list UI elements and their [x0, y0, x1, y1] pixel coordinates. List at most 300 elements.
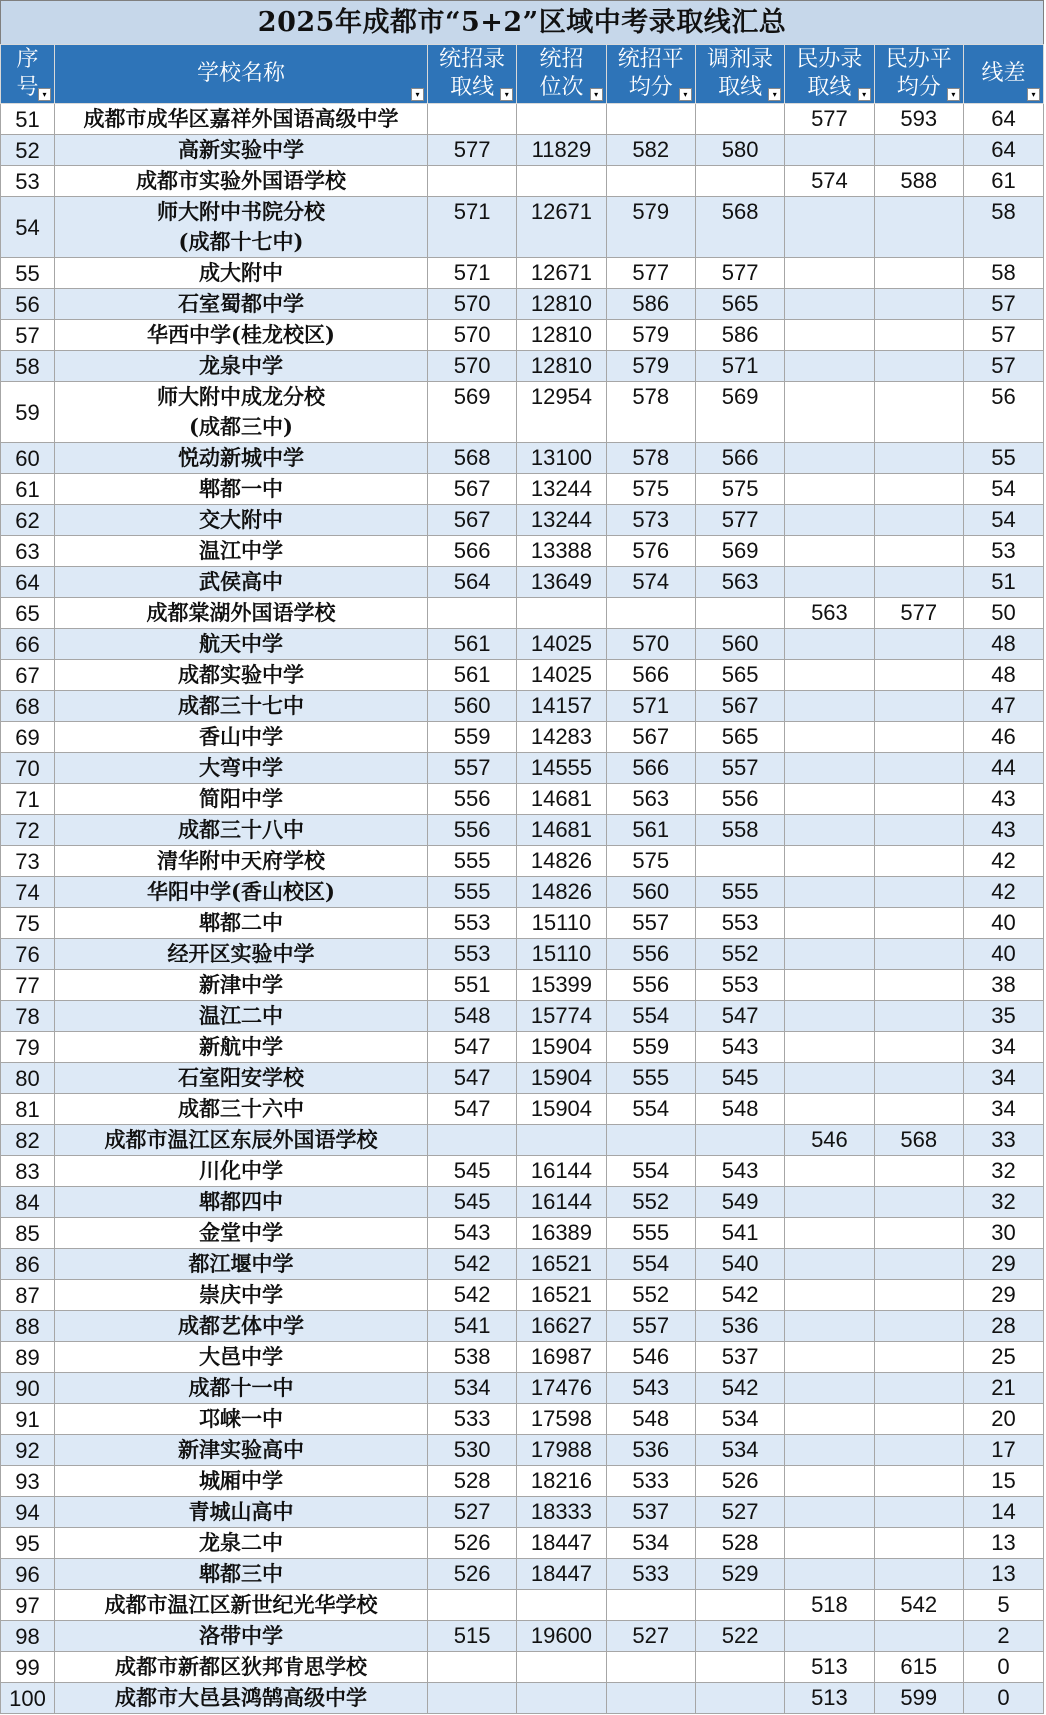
cell-private-avg	[874, 1280, 963, 1311]
cell-school-name	[55, 691, 428, 722]
header-diff	[963, 45, 1043, 104]
cell-private-line	[785, 320, 874, 351]
cell-unified-line: 559	[427, 722, 516, 753]
cell-private-line	[785, 908, 874, 939]
cell-seq: 97	[1, 1590, 55, 1621]
cell-private-line	[785, 197, 874, 258]
cell-diff: 29	[963, 1249, 1043, 1280]
school-name-line: 经开区实验中学	[167, 941, 315, 966]
cell-unified-line: 538	[427, 1342, 516, 1373]
table-row	[1, 815, 1044, 846]
cell-unified-rank: 16144	[517, 1187, 606, 1218]
cell-seq: 77	[1, 970, 55, 1001]
cell-private-avg	[874, 135, 963, 166]
header-private-avg	[874, 45, 963, 104]
cell-unified-line	[427, 598, 516, 629]
header-label-line: 均分	[896, 75, 941, 100]
cell-private-avg	[874, 1032, 963, 1063]
cell-unified-line: 557	[427, 753, 516, 784]
cell-unified-avg: 557	[606, 908, 695, 939]
cell-unified-avg: 546	[606, 1342, 695, 1373]
school-name-line: 成都十一中	[188, 1375, 294, 1400]
cell-diff: 48	[963, 660, 1043, 691]
table-row	[1, 166, 1044, 197]
filter-dropdown-icon[interactable]: ▾	[1027, 88, 1040, 101]
cell-unified-line: 526	[427, 1559, 516, 1590]
cell-private-avg	[874, 753, 963, 784]
cell-private-line	[785, 135, 874, 166]
cell-unified-line: 571	[427, 197, 516, 258]
cell-diff: 40	[963, 908, 1043, 939]
cell-seq: 54	[1, 197, 55, 258]
cell-private-avg: 577	[874, 598, 963, 629]
cell-private-avg	[874, 1466, 963, 1497]
header-seq	[1, 45, 55, 104]
cell-private-line	[785, 289, 874, 320]
cell-adjust-line: 580	[695, 135, 784, 166]
cell-diff: 5	[963, 1590, 1043, 1621]
table-row	[1, 1683, 1044, 1714]
cell-adjust-line: 542	[695, 1280, 784, 1311]
cell-private-avg	[874, 1001, 963, 1032]
school-name-line: 郫都四中	[198, 1189, 283, 1214]
cell-unified-rank	[517, 1590, 606, 1621]
school-name-line: 成都三十七中	[177, 693, 304, 718]
cell-diff: 15	[963, 1466, 1043, 1497]
cell-unified-avg: 575	[606, 846, 695, 877]
cell-unified-rank: 12810	[517, 351, 606, 382]
cell-diff: 53	[963, 536, 1043, 567]
cell-private-line	[785, 1528, 874, 1559]
cell-school-name	[55, 1125, 428, 1156]
cell-seq: 55	[1, 258, 55, 289]
cell-school-name	[55, 197, 428, 258]
cell-private-avg	[874, 939, 963, 970]
cell-diff: 20	[963, 1404, 1043, 1435]
school-name-line: (成都十七中)	[178, 229, 304, 254]
cell-unified-avg: 578	[606, 443, 695, 474]
cell-unified-line: 545	[427, 1156, 516, 1187]
cell-unified-avg	[606, 104, 695, 135]
cell-private-avg	[874, 289, 963, 320]
cell-seq: 87	[1, 1280, 55, 1311]
cell-private-avg	[874, 1094, 963, 1125]
cell-unified-avg: 579	[606, 320, 695, 351]
cell-private-avg	[874, 1311, 963, 1342]
cell-seq: 79	[1, 1032, 55, 1063]
table-row	[1, 784, 1044, 815]
cell-private-line: 574	[785, 166, 874, 197]
cell-adjust-line: 534	[695, 1435, 784, 1466]
cell-private-avg	[874, 846, 963, 877]
school-name-line: 华西中学(桂龙校区)	[147, 322, 335, 347]
school-name-line: 师大附中成龙分校	[156, 384, 325, 409]
cell-seq: 56	[1, 289, 55, 320]
cell-school-name	[55, 1652, 428, 1683]
table-row	[1, 1063, 1044, 1094]
table-row	[1, 1373, 1044, 1404]
cell-unified-rank: 13649	[517, 567, 606, 598]
cell-private-line: 577	[785, 104, 874, 135]
cell-private-avg	[874, 382, 963, 443]
cell-unified-avg	[606, 166, 695, 197]
cell-school-name	[55, 939, 428, 970]
cell-school-name	[55, 443, 428, 474]
cell-unified-avg: 571	[606, 691, 695, 722]
table-row	[1, 1156, 1044, 1187]
cell-unified-avg: 533	[606, 1466, 695, 1497]
cell-unified-line: 570	[427, 320, 516, 351]
cell-diff: 17	[963, 1435, 1043, 1466]
cell-seq: 63	[1, 536, 55, 567]
cell-school-name	[55, 1311, 428, 1342]
header-label-line: 统招录	[439, 47, 506, 72]
cell-adjust-line: 569	[695, 382, 784, 443]
cell-school-name	[55, 970, 428, 1001]
cell-adjust-line: 548	[695, 1094, 784, 1125]
cell-unified-rank: 14826	[517, 877, 606, 908]
cell-unified-line: 543	[427, 1218, 516, 1249]
cell-private-line	[785, 1280, 874, 1311]
cell-unified-line: 566	[427, 536, 516, 567]
filter-dropdown-icon[interactable]: ▾	[858, 88, 871, 101]
cell-adjust-line: 560	[695, 629, 784, 660]
cell-unified-avg: 560	[606, 877, 695, 908]
cell-unified-line: 567	[427, 474, 516, 505]
cell-diff: 43	[963, 815, 1043, 846]
school-name-line: 成都艺体中学	[177, 1313, 304, 1338]
cell-seq: 66	[1, 629, 55, 660]
school-name-line: 郫都二中	[198, 910, 283, 935]
cell-adjust-line: 543	[695, 1156, 784, 1187]
cell-unified-rank: 15904	[517, 1063, 606, 1094]
school-name-line: 川化中学	[198, 1158, 283, 1183]
cell-unified-rank: 16987	[517, 1342, 606, 1373]
table-row	[1, 289, 1044, 320]
school-name-line: 新津实验高中	[177, 1437, 304, 1462]
filter-dropdown-icon[interactable]: ▾	[590, 88, 603, 101]
cell-unified-avg	[606, 1590, 695, 1621]
cell-unified-rank: 13244	[517, 474, 606, 505]
school-name-line: 简阳中学	[198, 786, 283, 811]
cell-unified-avg	[606, 598, 695, 629]
cell-seq: 75	[1, 908, 55, 939]
header-label-line: 民办录	[796, 47, 863, 72]
cell-unified-rank: 17476	[517, 1373, 606, 1404]
table-row	[1, 1435, 1044, 1466]
cell-unified-line: 548	[427, 1001, 516, 1032]
filter-dropdown-icon[interactable]: ▾	[768, 88, 781, 101]
cell-diff: 35	[963, 1001, 1043, 1032]
cell-unified-line	[427, 1652, 516, 1683]
cell-unified-rank: 13244	[517, 505, 606, 536]
cell-private-avg	[874, 877, 963, 908]
cell-unified-rank: 18333	[517, 1497, 606, 1528]
cell-private-line: 546	[785, 1125, 874, 1156]
cell-unified-avg: 575	[606, 474, 695, 505]
cell-adjust-line: 522	[695, 1621, 784, 1652]
cell-diff: 0	[963, 1652, 1043, 1683]
cell-private-line	[785, 877, 874, 908]
cell-unified-line: 568	[427, 443, 516, 474]
cell-school-name	[55, 846, 428, 877]
cell-diff: 51	[963, 567, 1043, 598]
cell-diff: 33	[963, 1125, 1043, 1156]
school-name-line: 成都市实验外国语学校	[135, 168, 346, 193]
cell-unified-rank: 18447	[517, 1559, 606, 1590]
cell-seq: 61	[1, 474, 55, 505]
cell-private-line	[785, 1249, 874, 1280]
school-name-line: 龙泉中学	[198, 353, 283, 378]
cell-unified-rank: 16389	[517, 1218, 606, 1249]
cell-adjust-line: 526	[695, 1466, 784, 1497]
cell-private-avg	[874, 1404, 963, 1435]
cell-unified-line: 534	[427, 1373, 516, 1404]
cell-seq: 71	[1, 784, 55, 815]
school-name-line: 高新实验中学	[177, 137, 304, 162]
cell-school-name	[55, 1249, 428, 1280]
table-row	[1, 877, 1044, 908]
cell-adjust-line: 569	[695, 536, 784, 567]
cell-seq: 57	[1, 320, 55, 351]
cell-school-name	[55, 289, 428, 320]
cell-unified-avg: 554	[606, 1156, 695, 1187]
cell-unified-line: 570	[427, 289, 516, 320]
cell-private-line	[785, 629, 874, 660]
cell-diff: 13	[963, 1528, 1043, 1559]
cell-school-name	[55, 505, 428, 536]
school-name-line: 金堂中学	[198, 1220, 283, 1245]
table-row	[1, 722, 1044, 753]
cell-private-line	[785, 1187, 874, 1218]
cell-private-line	[785, 815, 874, 846]
cell-unified-rank: 14826	[517, 846, 606, 877]
cell-diff: 34	[963, 1032, 1043, 1063]
cell-unified-line: 577	[427, 135, 516, 166]
cell-adjust-line: 558	[695, 815, 784, 846]
cell-diff: 55	[963, 443, 1043, 474]
school-name-line: 郫都一中	[198, 476, 283, 501]
cell-adjust-line: 565	[695, 722, 784, 753]
school-name-line: 武侯高中	[198, 569, 283, 594]
filter-dropdown-icon[interactable]: ▾	[947, 88, 960, 101]
cell-school-name	[55, 135, 428, 166]
cell-unified-rank: 19600	[517, 1621, 606, 1652]
cell-adjust-line: 566	[695, 443, 784, 474]
cell-unified-avg: 576	[606, 536, 695, 567]
cell-diff: 2	[963, 1621, 1043, 1652]
cell-unified-rank: 16521	[517, 1280, 606, 1311]
cell-seq: 83	[1, 1156, 55, 1187]
sheet-title: 2025年成都市“5+2”区域中考录取线汇总	[0, 0, 1044, 44]
cell-private-avg	[874, 1497, 963, 1528]
cell-school-name	[55, 753, 428, 784]
cell-unified-line	[427, 1683, 516, 1714]
cell-seq: 65	[1, 598, 55, 629]
header-unified-rank	[517, 45, 606, 104]
cell-diff: 32	[963, 1156, 1043, 1187]
cell-unified-line	[427, 1125, 516, 1156]
cell-adjust-line: 555	[695, 877, 784, 908]
cell-adjust-line: 565	[695, 660, 784, 691]
cell-unified-line: 570	[427, 351, 516, 382]
cell-diff: 57	[963, 289, 1043, 320]
cell-private-avg	[874, 351, 963, 382]
cell-unified-line: 556	[427, 784, 516, 815]
cell-school-name	[55, 1404, 428, 1435]
table-row	[1, 908, 1044, 939]
filter-dropdown-icon[interactable]: ▾	[38, 88, 51, 101]
cell-private-line	[785, 505, 874, 536]
cell-unified-avg: 554	[606, 1001, 695, 1032]
cell-unified-avg: 573	[606, 505, 695, 536]
cell-school-name	[55, 1559, 428, 1590]
school-name-line: 师大附中书院分校	[156, 199, 325, 224]
cell-seq: 86	[1, 1249, 55, 1280]
cell-adjust-line: 567	[695, 691, 784, 722]
cell-school-name	[55, 474, 428, 505]
table-row	[1, 846, 1044, 877]
cell-unified-avg: 563	[606, 784, 695, 815]
cell-unified-line: 542	[427, 1249, 516, 1280]
table-row	[1, 1404, 1044, 1435]
cell-private-avg	[874, 1063, 963, 1094]
cell-adjust-line: 575	[695, 474, 784, 505]
school-name-line: 清华附中天府学校	[156, 848, 325, 873]
cell-diff: 40	[963, 939, 1043, 970]
cell-adjust-line: 577	[695, 258, 784, 289]
cell-seq: 99	[1, 1652, 55, 1683]
table-row	[1, 1652, 1044, 1683]
cell-diff: 21	[963, 1373, 1043, 1404]
table-row	[1, 536, 1044, 567]
cell-unified-line: 533	[427, 1404, 516, 1435]
cell-unified-rank	[517, 1683, 606, 1714]
table-row	[1, 1094, 1044, 1125]
cell-unified-rank: 17988	[517, 1435, 606, 1466]
cell-unified-rank	[517, 1652, 606, 1683]
cell-unified-line	[427, 104, 516, 135]
cell-unified-line: 528	[427, 1466, 516, 1497]
cell-adjust-line: 552	[695, 939, 784, 970]
cell-school-name	[55, 1466, 428, 1497]
table-row	[1, 1187, 1044, 1218]
cell-diff: 61	[963, 166, 1043, 197]
cell-adjust-line: 542	[695, 1373, 784, 1404]
cell-diff: 48	[963, 629, 1043, 660]
school-name-line: 成大附中	[198, 260, 283, 285]
cell-school-name	[55, 1683, 428, 1714]
cell-seq: 58	[1, 351, 55, 382]
cell-school-name	[55, 1001, 428, 1032]
cell-seq: 76	[1, 939, 55, 970]
cell-unified-avg: 578	[606, 382, 695, 443]
cell-seq: 96	[1, 1559, 55, 1590]
cell-unified-line: 560	[427, 691, 516, 722]
school-name-line: 成都三十八中	[177, 817, 304, 842]
cell-unified-rank: 14025	[517, 629, 606, 660]
header-label-line: 位次	[539, 75, 584, 100]
cell-unified-line	[427, 166, 516, 197]
school-name-line: 华阳中学(香山校区)	[147, 879, 335, 904]
cell-school-name	[55, 1373, 428, 1404]
cell-unified-line: 542	[427, 1280, 516, 1311]
cell-diff: 58	[963, 258, 1043, 289]
cell-unified-avg: 556	[606, 939, 695, 970]
school-name-line: 成都市成华区嘉祥外国语高级中学	[83, 106, 399, 131]
cell-private-line	[785, 753, 874, 784]
filter-dropdown-icon[interactable]: ▾	[500, 88, 513, 101]
cell-private-line	[785, 1311, 874, 1342]
cell-private-line	[785, 567, 874, 598]
header-label-line: 统招	[539, 47, 584, 72]
cell-private-line: 518	[785, 1590, 874, 1621]
cell-unified-avg: 527	[606, 1621, 695, 1652]
filter-dropdown-icon[interactable]: ▾	[411, 88, 424, 101]
cell-school-name	[55, 1094, 428, 1125]
cell-diff: 28	[963, 1311, 1043, 1342]
school-name-line: 郫都三中	[198, 1561, 283, 1586]
table-row	[1, 1342, 1044, 1373]
table-row	[1, 629, 1044, 660]
cell-adjust-line	[695, 1590, 784, 1621]
table-row	[1, 939, 1044, 970]
table-row	[1, 320, 1044, 351]
cell-unified-line: 567	[427, 505, 516, 536]
school-name-line: 航天中学	[198, 631, 283, 656]
cell-seq: 100	[1, 1683, 55, 1714]
cell-school-name	[55, 1497, 428, 1528]
cell-unified-rank: 15774	[517, 1001, 606, 1032]
header-label-line: 取线	[807, 75, 852, 100]
school-name-line: 石室阳安学校	[177, 1065, 304, 1090]
cell-adjust-line	[695, 598, 784, 629]
cell-unified-rank: 15399	[517, 970, 606, 1001]
cell-adjust-line: 534	[695, 1404, 784, 1435]
cell-adjust-line	[695, 104, 784, 135]
cell-private-line	[785, 382, 874, 443]
cell-unified-avg: 554	[606, 1249, 695, 1280]
cell-private-avg	[874, 320, 963, 351]
filter-dropdown-icon[interactable]: ▾	[679, 88, 692, 101]
cell-diff: 64	[963, 135, 1043, 166]
cell-school-name	[55, 1435, 428, 1466]
cell-private-line	[785, 443, 874, 474]
cell-unified-avg	[606, 1125, 695, 1156]
cell-diff: 44	[963, 753, 1043, 784]
cell-unified-line: 571	[427, 258, 516, 289]
cell-seq: 68	[1, 691, 55, 722]
cell-school-name	[55, 629, 428, 660]
cell-seq: 91	[1, 1404, 55, 1435]
cell-private-line: 513	[785, 1683, 874, 1714]
cell-private-avg	[874, 1373, 963, 1404]
table-row	[1, 598, 1044, 629]
table-row	[1, 1218, 1044, 1249]
cell-seq: 60	[1, 443, 55, 474]
cell-unified-rank: 14681	[517, 784, 606, 815]
cell-unified-avg: 566	[606, 753, 695, 784]
table-row	[1, 567, 1044, 598]
cell-seq: 94	[1, 1497, 55, 1528]
cell-private-line	[785, 536, 874, 567]
table-row	[1, 1249, 1044, 1280]
cell-unified-line: 556	[427, 815, 516, 846]
cell-adjust-line	[695, 1125, 784, 1156]
cell-unified-rank: 14681	[517, 815, 606, 846]
cell-private-avg	[874, 691, 963, 722]
header-label-line: 号	[16, 75, 39, 100]
